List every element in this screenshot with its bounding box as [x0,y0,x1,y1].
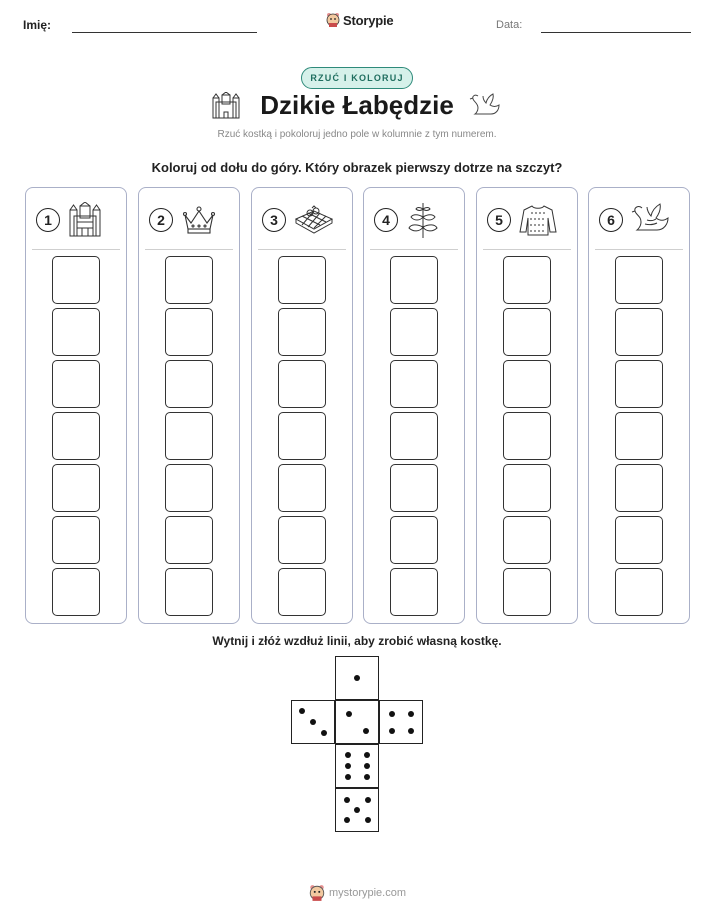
column-header [262,202,344,238]
column-5 [476,187,578,624]
nettle-plant-icon [406,201,440,239]
dice-face-6[interactable] [335,744,379,788]
column-header [599,202,681,238]
dice-pip [389,711,395,717]
color-cell[interactable] [165,360,213,408]
castle-icon [68,202,102,238]
color-cell[interactable] [165,568,213,616]
column-number: 6 [599,208,623,232]
dice-pip [365,797,371,803]
color-cell[interactable] [390,412,438,460]
column-divider [258,249,346,250]
color-cell[interactable] [390,360,438,408]
dice-pip [345,752,351,758]
dice-pip [321,730,327,736]
color-cell[interactable] [278,360,326,408]
color-cell[interactable] [390,308,438,356]
dice-pip [408,711,414,717]
color-cell[interactable] [165,256,213,304]
color-cell[interactable] [503,256,551,304]
dice-face-1[interactable] [335,656,379,700]
column-divider [145,249,233,250]
sweater-icon [519,203,557,237]
dice-face-3[interactable] [291,700,335,744]
dice-face-2[interactable] [335,700,379,744]
dice-face-5[interactable] [335,788,379,832]
color-cell[interactable] [165,516,213,564]
dice-pip [299,708,305,714]
color-cell[interactable] [52,308,100,356]
column-header [487,202,569,238]
column-header [374,202,456,238]
swan-icon [468,90,502,120]
color-cell[interactable] [615,412,663,460]
column-4 [363,187,465,624]
logo-text: Storypie [343,12,394,28]
date-label: Data: [496,19,523,31]
dice-pip [354,675,360,681]
color-cell[interactable] [278,568,326,616]
column-3 [251,187,353,624]
dice-pip [363,728,369,734]
dice-pip [310,719,316,725]
color-cell[interactable] [278,308,326,356]
dice-face-4[interactable] [379,700,423,744]
dice-pip [364,763,370,769]
color-cell[interactable] [615,308,663,356]
color-cell[interactable] [278,516,326,564]
color-cell[interactable] [278,464,326,512]
footer-url[interactable]: mystorypie.com [329,887,407,899]
color-cell[interactable] [278,256,326,304]
color-cell[interactable] [503,516,551,564]
column-number: 5 [487,208,511,232]
dice-pip [365,817,371,823]
color-cell[interactable] [165,308,213,356]
column-header [36,202,118,238]
footer [309,884,406,902]
color-cell[interactable] [52,412,100,460]
color-cell[interactable] [615,256,663,304]
color-cell[interactable] [52,464,100,512]
crown-icon [181,205,217,235]
color-cell[interactable] [165,412,213,460]
color-cell[interactable] [615,464,663,512]
color-cell[interactable] [503,360,551,408]
color-cell[interactable] [390,516,438,564]
dice-pip [345,763,351,769]
column-divider [483,249,571,250]
subtitle: Rzuć kostką i pokoloruj jedno pole w kolumnie z tym numerem. [217,129,497,140]
instruction: Koloruj od dołu do góry. Który obrazek pierwszy dotrze na szczyt? [151,160,563,175]
color-cell[interactable] [52,360,100,408]
color-cell[interactable] [52,256,100,304]
name-label: Imię: [23,18,52,32]
column-6 [588,187,690,624]
dice-pip [389,728,395,734]
column-number: 1 [36,208,60,232]
color-cell[interactable] [165,464,213,512]
color-cell[interactable] [615,568,663,616]
dice-pip [354,807,360,813]
column-1 [25,187,127,624]
swan-icon [631,202,671,238]
storypie-mascot-icon [309,884,325,902]
column-2 [138,187,240,624]
color-cell[interactable] [503,464,551,512]
column-number: 3 [262,208,286,232]
column-divider [595,249,683,250]
dice-pip [344,817,350,823]
color-cell[interactable] [503,308,551,356]
color-cell[interactable] [503,412,551,460]
color-cell[interactable] [278,412,326,460]
column-number: 4 [374,208,398,232]
color-cell[interactable] [52,568,100,616]
logo [326,12,393,28]
column-divider [32,249,120,250]
name-line[interactable] [72,32,257,33]
dice-pip [408,728,414,734]
color-cell[interactable] [390,464,438,512]
color-cell[interactable] [52,516,100,564]
dice-pip [345,774,351,780]
column-number: 2 [149,208,173,232]
dice-pip [364,774,370,780]
column-divider [370,249,458,250]
cut-instruction: Wytnij i złóż wzdłuż linii, aby zrobić własną kostkę. [212,634,502,648]
storypie-mascot-icon [326,12,340,28]
dice-pip [364,752,370,758]
color-cell[interactable] [390,568,438,616]
color-cell[interactable] [615,360,663,408]
column-header [149,202,231,238]
color-cell[interactable] [390,256,438,304]
dice-pip [346,711,352,717]
color-cell[interactable] [615,516,663,564]
color-cell[interactable] [503,568,551,616]
basket-icon [294,205,334,235]
page-title: Dzikie Łabędzie [260,90,454,120]
activity-badge: RZUĆ I KOLORUJ [301,67,413,89]
dice-pip [344,797,350,803]
date-line[interactable] [541,32,691,33]
